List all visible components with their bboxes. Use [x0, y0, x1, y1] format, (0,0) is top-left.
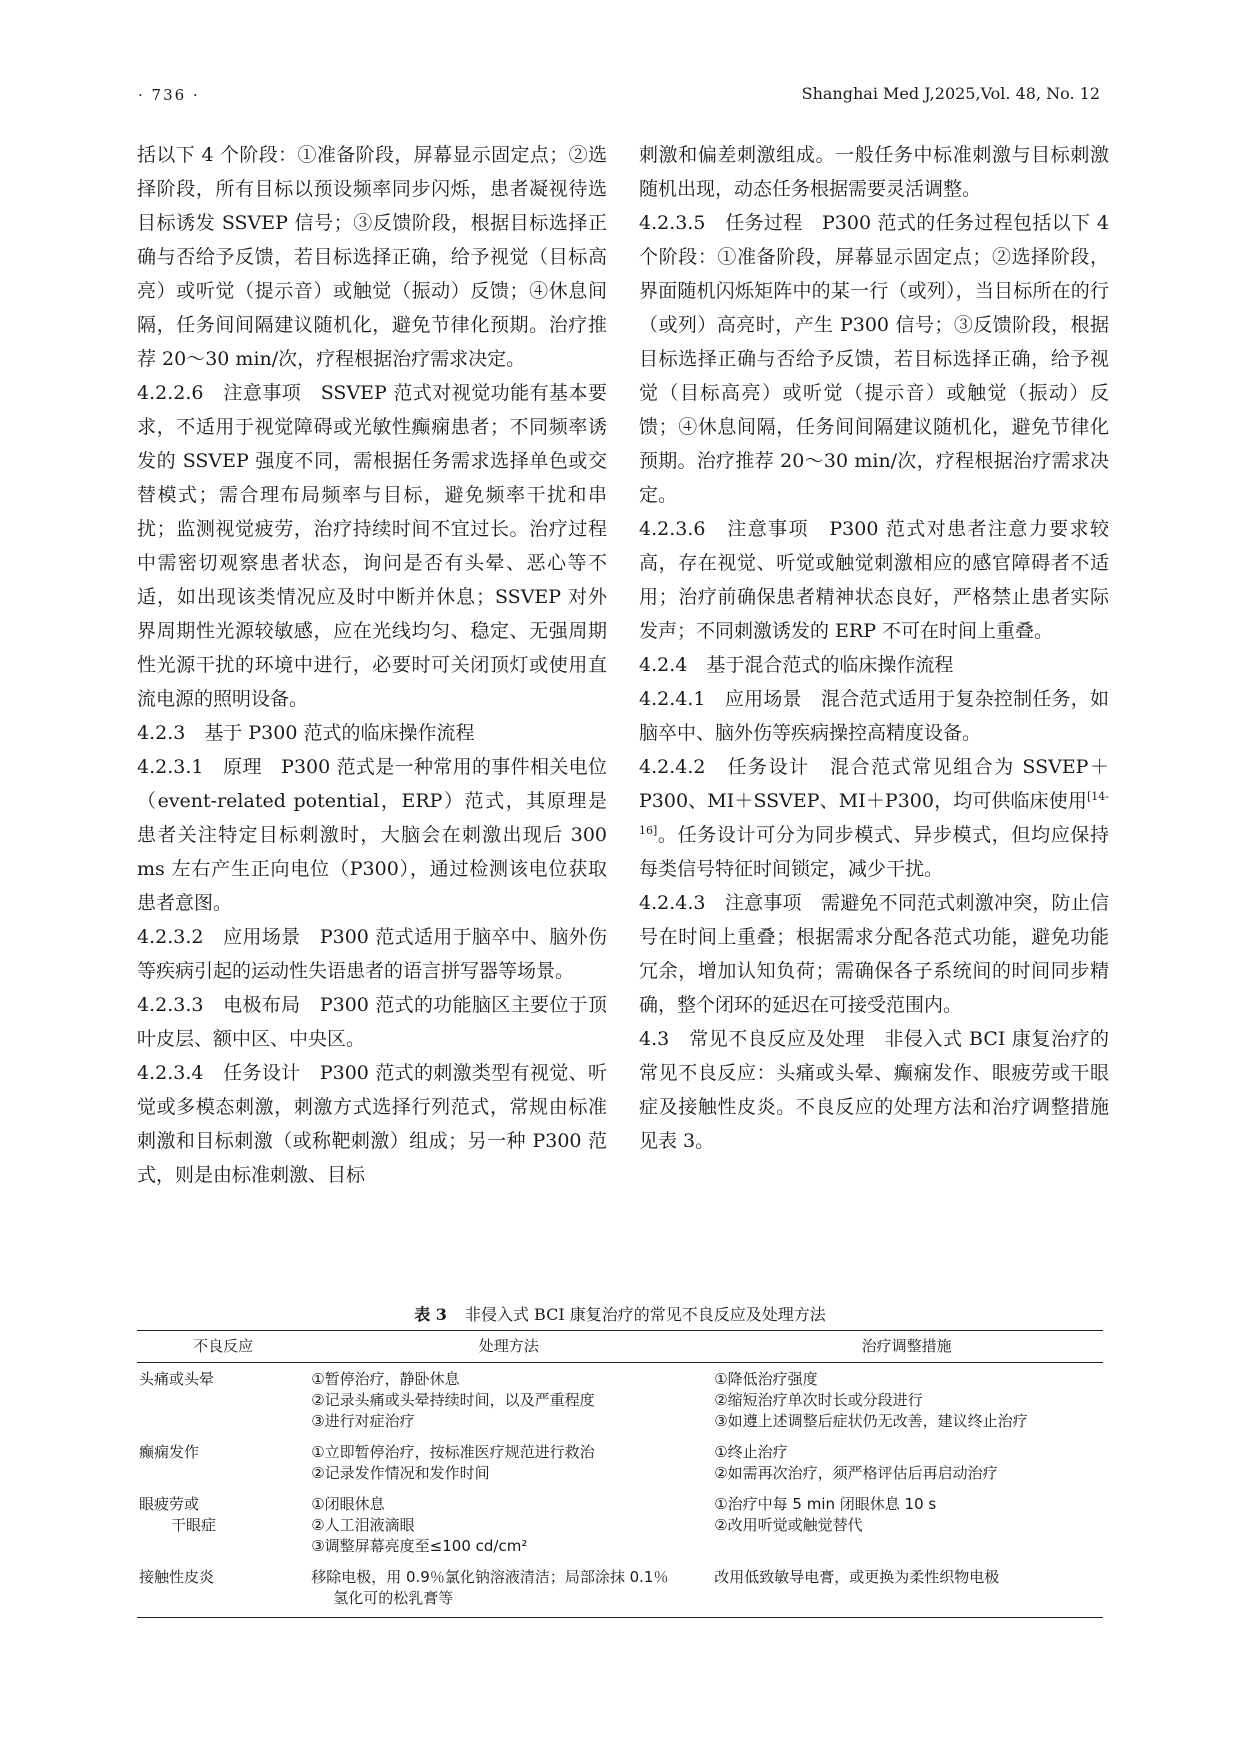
treatment-cell [311, 1561, 710, 1618]
paragraph-text: 。任务设计可分为同步模式、异步模式，但均应保持每类信号特征时间锁定，减少干扰。 [639, 824, 1109, 880]
left-column [137, 138, 607, 1192]
right-column [639, 138, 1109, 1158]
cell-line: 癫痫发作 [139, 1443, 200, 1461]
paragraph: 4.2.4.1 应用场景 混合范式适用于复杂控制任务，如脑卒中、脑外伤等疾病操控高精度设备。 [639, 688, 1109, 744]
table-label: 表 3 [414, 1305, 447, 1324]
paragraph: 4.2.4.3 注意事项 需避免不同范式刺激冲突，防止信号在时间上重叠；根据需求分配各范式功能，避免功能冗余，增加认知负荷；需确保各子系统间的时间同步精确，整个闭环的延迟在可接受范围内。 [639, 892, 1109, 1016]
journal-header: Shanghai Med J,2025,Vol. 48, No. 12 [801, 84, 1100, 103]
paragraph: 4.2.3.4 任务设计 P300 范式的刺激类型有视觉、听觉或多模态刺激，刺激方式选择行列范式，常规由标准刺激和目标刺激（或称靶刺激）组成；另一种 P300 范式，则是由标准刺激、目标 [137, 1062, 607, 1186]
cell-line: 头痛或头晕 [139, 1370, 215, 1388]
cell-line: ①立即暂停治疗，按标准医疗规范进行救治 [311, 1443, 595, 1461]
cell-line: ③如遵上述调整后症状仍无改善，建议终止治疗 [714, 1412, 1028, 1430]
reaction-cell [137, 1561, 311, 1618]
treatment-cell [311, 1363, 710, 1437]
paragraph-text: 4.2.4.2 任务设计 混合范式常见组合为 SSVEP＋P300、MI＋SSVEP、MI＋P300，均可供临床使用 [639, 756, 1109, 812]
paragraph: 4.2.3.5 任务过程 P300 范式的任务过程包括以下 4 个阶段：①准备阶段，屏幕显示固定点；②选择阶段，界面随机闪烁矩阵中的某一行（或列），当目标所在的行（或列）高亮时，产生 P300 信号；③反馈阶段，根据目标选择正确与否给予反馈，若目标选择正确，给予视觉（目标高亮）或听觉（提示音）或触觉（振动）反馈；④休息间隔，任务间间隔建议随机化，避免节律化预期。治疗推荐 20～30 min/次，疗程根据治疗需求决定。 [639, 212, 1109, 506]
cell-line: ③调整屏幕亮度至≤100 cd/cm² [311, 1537, 528, 1555]
adjustment-cell [710, 1363, 1103, 1437]
cell-line: ①治疗中每 5 min 闭眼休息 10 s [714, 1495, 937, 1513]
cell-line: ②记录发作情况和发作时间 [311, 1464, 490, 1482]
cell-line: 接触性皮炎 [139, 1568, 215, 1586]
section-heading: 4.2.4 基于混合范式的临床操作流程 [639, 654, 954, 676]
paragraph: 4.2.3.2 应用场景 P300 范式适用于脑卒中、脑外伤等疾病引起的运动性失语患者的语言拼写器等场景。 [137, 926, 607, 982]
cell-line: 移除电极，用 0.9％氯化钠溶液清洁；局部涂抹 0.1％ [311, 1568, 669, 1586]
cell-line: 干眼症 [171, 1516, 217, 1534]
cell-line: ②如需再次治疗，须严格评估后再启动治疗 [714, 1464, 998, 1482]
table-row [137, 1561, 1103, 1618]
table-caption [137, 1302, 1103, 1325]
adjustment-cell [710, 1436, 1103, 1488]
treatment-cell [311, 1488, 710, 1561]
paragraph: 4.2.3.1 原理 P300 范式是一种常用的事件相关电位（event-related potential，ERP）范式，其原理是患者关注特定目标刺激时，大脑会在刺激出现后 300 ms 左右产生正向电位（P300），通过检测该电位获取患者意图。 [137, 756, 607, 914]
cell-line: ②记录头痛或头晕持续时间，以及严重程度 [311, 1391, 595, 1409]
paragraph [639, 750, 1109, 886]
reaction-cell [137, 1363, 311, 1437]
column-header: 处理方法 [311, 1331, 710, 1363]
paragraph: 4.2.3.3 电极布局 P300 范式的功能脑区主要位于顶叶皮层、额中区、中央区。 [137, 994, 607, 1050]
cell-line: ②改用听觉或触觉替代 [714, 1516, 863, 1534]
section-heading: 4.2.3 基于 P300 范式的临床操作流程 [137, 722, 475, 744]
paragraph: 4.2.3.6 注意事项 P300 范式对患者注意力要求较高，存在视觉、听觉或触觉刺激相应的感官障碍者不适用；治疗前确保患者精神状态良好，严格禁止患者实际发声；不同刺激诱发的 ERP 不可在时间上重叠。 [639, 518, 1109, 642]
cell-line: 眼疲劳或 [139, 1495, 200, 1513]
table-title: 非侵入式 BCI 康复治疗的常见不良反应及处理方法 [464, 1305, 826, 1324]
cell-line: ②人工泪液滴眼 [311, 1516, 415, 1534]
column-header: 不良反应 [137, 1331, 311, 1363]
cell-line: 氢化可的松乳膏等 [333, 1589, 454, 1607]
citation-ref: [14-16] [639, 790, 1109, 837]
cell-line: ③进行对症治疗 [311, 1412, 415, 1430]
table-row [137, 1363, 1103, 1437]
table-header-row [137, 1331, 1103, 1363]
reaction-cell [137, 1436, 311, 1488]
cell-line: ①降低治疗强度 [714, 1370, 818, 1388]
reaction-cell [137, 1488, 311, 1561]
paragraph: 括以下 4 个阶段：①准备阶段，屏幕显示固定点；②选择阶段，所有目标以预设频率同步闪烁，患者凝视待选目标诱发 SSVEP 信号；③反馈阶段，根据目标选择正确与否给予反馈，若目标选择正确，给予视觉（目标高亮）或听觉（提示音）或触觉（振动）反馈；④休息间隔，任务间间隔建议随机化，避免节律化预期。治疗推荐 20～30 min/次，疗程根据治疗需求决定。 [137, 144, 607, 370]
paragraph: 4.2.2.6 注意事项 SSVEP 范式对视觉功能有基本要求，不适用于视觉障碍或光敏性癫痫患者；不同频率诱发的 SSVEP 强度不同，需根据任务需求选择单色或交替模式；需合理布局频率与目标，避免频率干扰和串扰；监测视觉疲劳，治疗持续时间不宜过长。治疗过程中需密切观察患者状态，询问是否有头晕、恶心等不适，如出现该类情况应及时中断并休息；SSVEP 对外界周期性光源较敏感，应在光线均匀、稳定、无强周期性光源干扰的环境中进行，必要时可关闭顶灯或使用直流电源的照明设备。 [137, 382, 607, 710]
adverse-reaction-table [137, 1330, 1103, 1618]
page-number: · 736 · [138, 86, 200, 104]
cell-line: ①暂停治疗，静卧休息 [311, 1370, 460, 1388]
table-row [137, 1436, 1103, 1488]
treatment-cell [311, 1436, 710, 1488]
cell-line: ①闭眼休息 [311, 1495, 385, 1513]
paragraph: 4.3 常见不良反应及处理 非侵入式 BCI 康复治疗的常见不良反应：头痛或头晕、癫痫发作、眼疲劳或干眼症及接触性皮炎。不良反应的处理方法和治疗调整措施见表 3。 [639, 1028, 1109, 1152]
column-header: 治疗调整措施 [710, 1331, 1103, 1363]
adjustment-cell [710, 1561, 1103, 1618]
cell-line: ①终止治疗 [714, 1443, 788, 1461]
cell-line: 改用低致敏导电膏，或更换为柔性织物电极 [714, 1568, 1000, 1586]
cell-line: ②缩短治疗单次时长或分段进行 [714, 1391, 923, 1409]
paragraph: 刺激和偏差刺激组成。一般任务中标准刺激与目标刺激随机出现，动态任务根据需要灵活调整。 [639, 144, 1109, 200]
table-row [137, 1488, 1103, 1561]
adjustment-cell [710, 1488, 1103, 1561]
